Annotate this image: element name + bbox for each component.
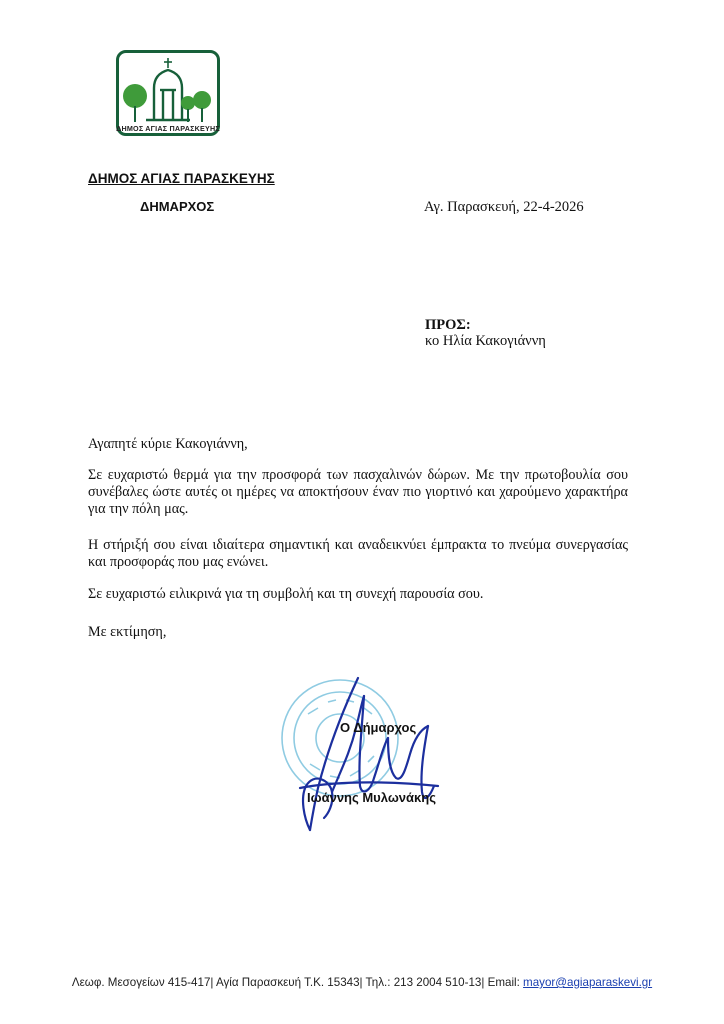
handwritten-signature xyxy=(300,678,438,830)
recipient-name: κο Ηλία Κακογιάννη xyxy=(425,333,546,349)
signatory-title: Ο Δήμαρχος xyxy=(340,720,417,735)
paragraph-2: Η στήριξή σου είναι ιδιαίτερα σημαντική και αναδεικνύει έμπρακτα το πνεύμα συνεργασίας και προσφοράς που μας ενώνει. xyxy=(88,537,628,570)
signatory-name: Ιωάννης Μυλωνάκης xyxy=(307,790,436,805)
paragraph-1: Σε ευχαριστώ θερμά για την προσφορά των πασχαλινών δώρων. Με την πρωτοβουλία σου συνέβαλες ώστε αυτές οι ημέρες να αποκτήσουν έναν πιο γιορτινό και χαρούμενο χαρακτήρα για την πόλη μας. xyxy=(88,467,628,517)
sender-role: ΔΗΜΑΡΧΟΣ xyxy=(140,199,215,214)
logo-caption: ΔΗΜΟΣ ΑΓΙΑΣ ΠΑΡΑΣΚΕΥΗΣ xyxy=(116,124,220,133)
organization-name: ΔΗΜΟΣ ΑΓΙΑΣ ΠΑΡΑΣΚΕΥΗΣ xyxy=(88,171,275,186)
recipient-label: ΠΡΟΣ: xyxy=(425,317,471,333)
closing: Με εκτίμηση, xyxy=(88,624,167,640)
footer-address: Λεωφ. Μεσογείων 415-417| Αγία Παρασκευή Τ.Κ. 15343| Τηλ.: 213 2004 510-13| Email: xyxy=(71,976,524,989)
place-date: Αγ. Παρασκευή, 22-4-2026 xyxy=(424,199,584,215)
official-stamp xyxy=(282,680,398,796)
salutation: Αγαπητέ κύριε Κακογιάννη, xyxy=(88,436,248,452)
footer-email-link[interactable]: mayor@agiaparaskevi.gr xyxy=(523,976,653,989)
stamp-and-signature xyxy=(270,668,460,848)
footer-contact xyxy=(0,976,724,989)
paragraph-3: Σε ευχαριστώ ειλικρινά για τη συμβολή και τη συνεχή παρουσία σου. xyxy=(88,586,484,602)
